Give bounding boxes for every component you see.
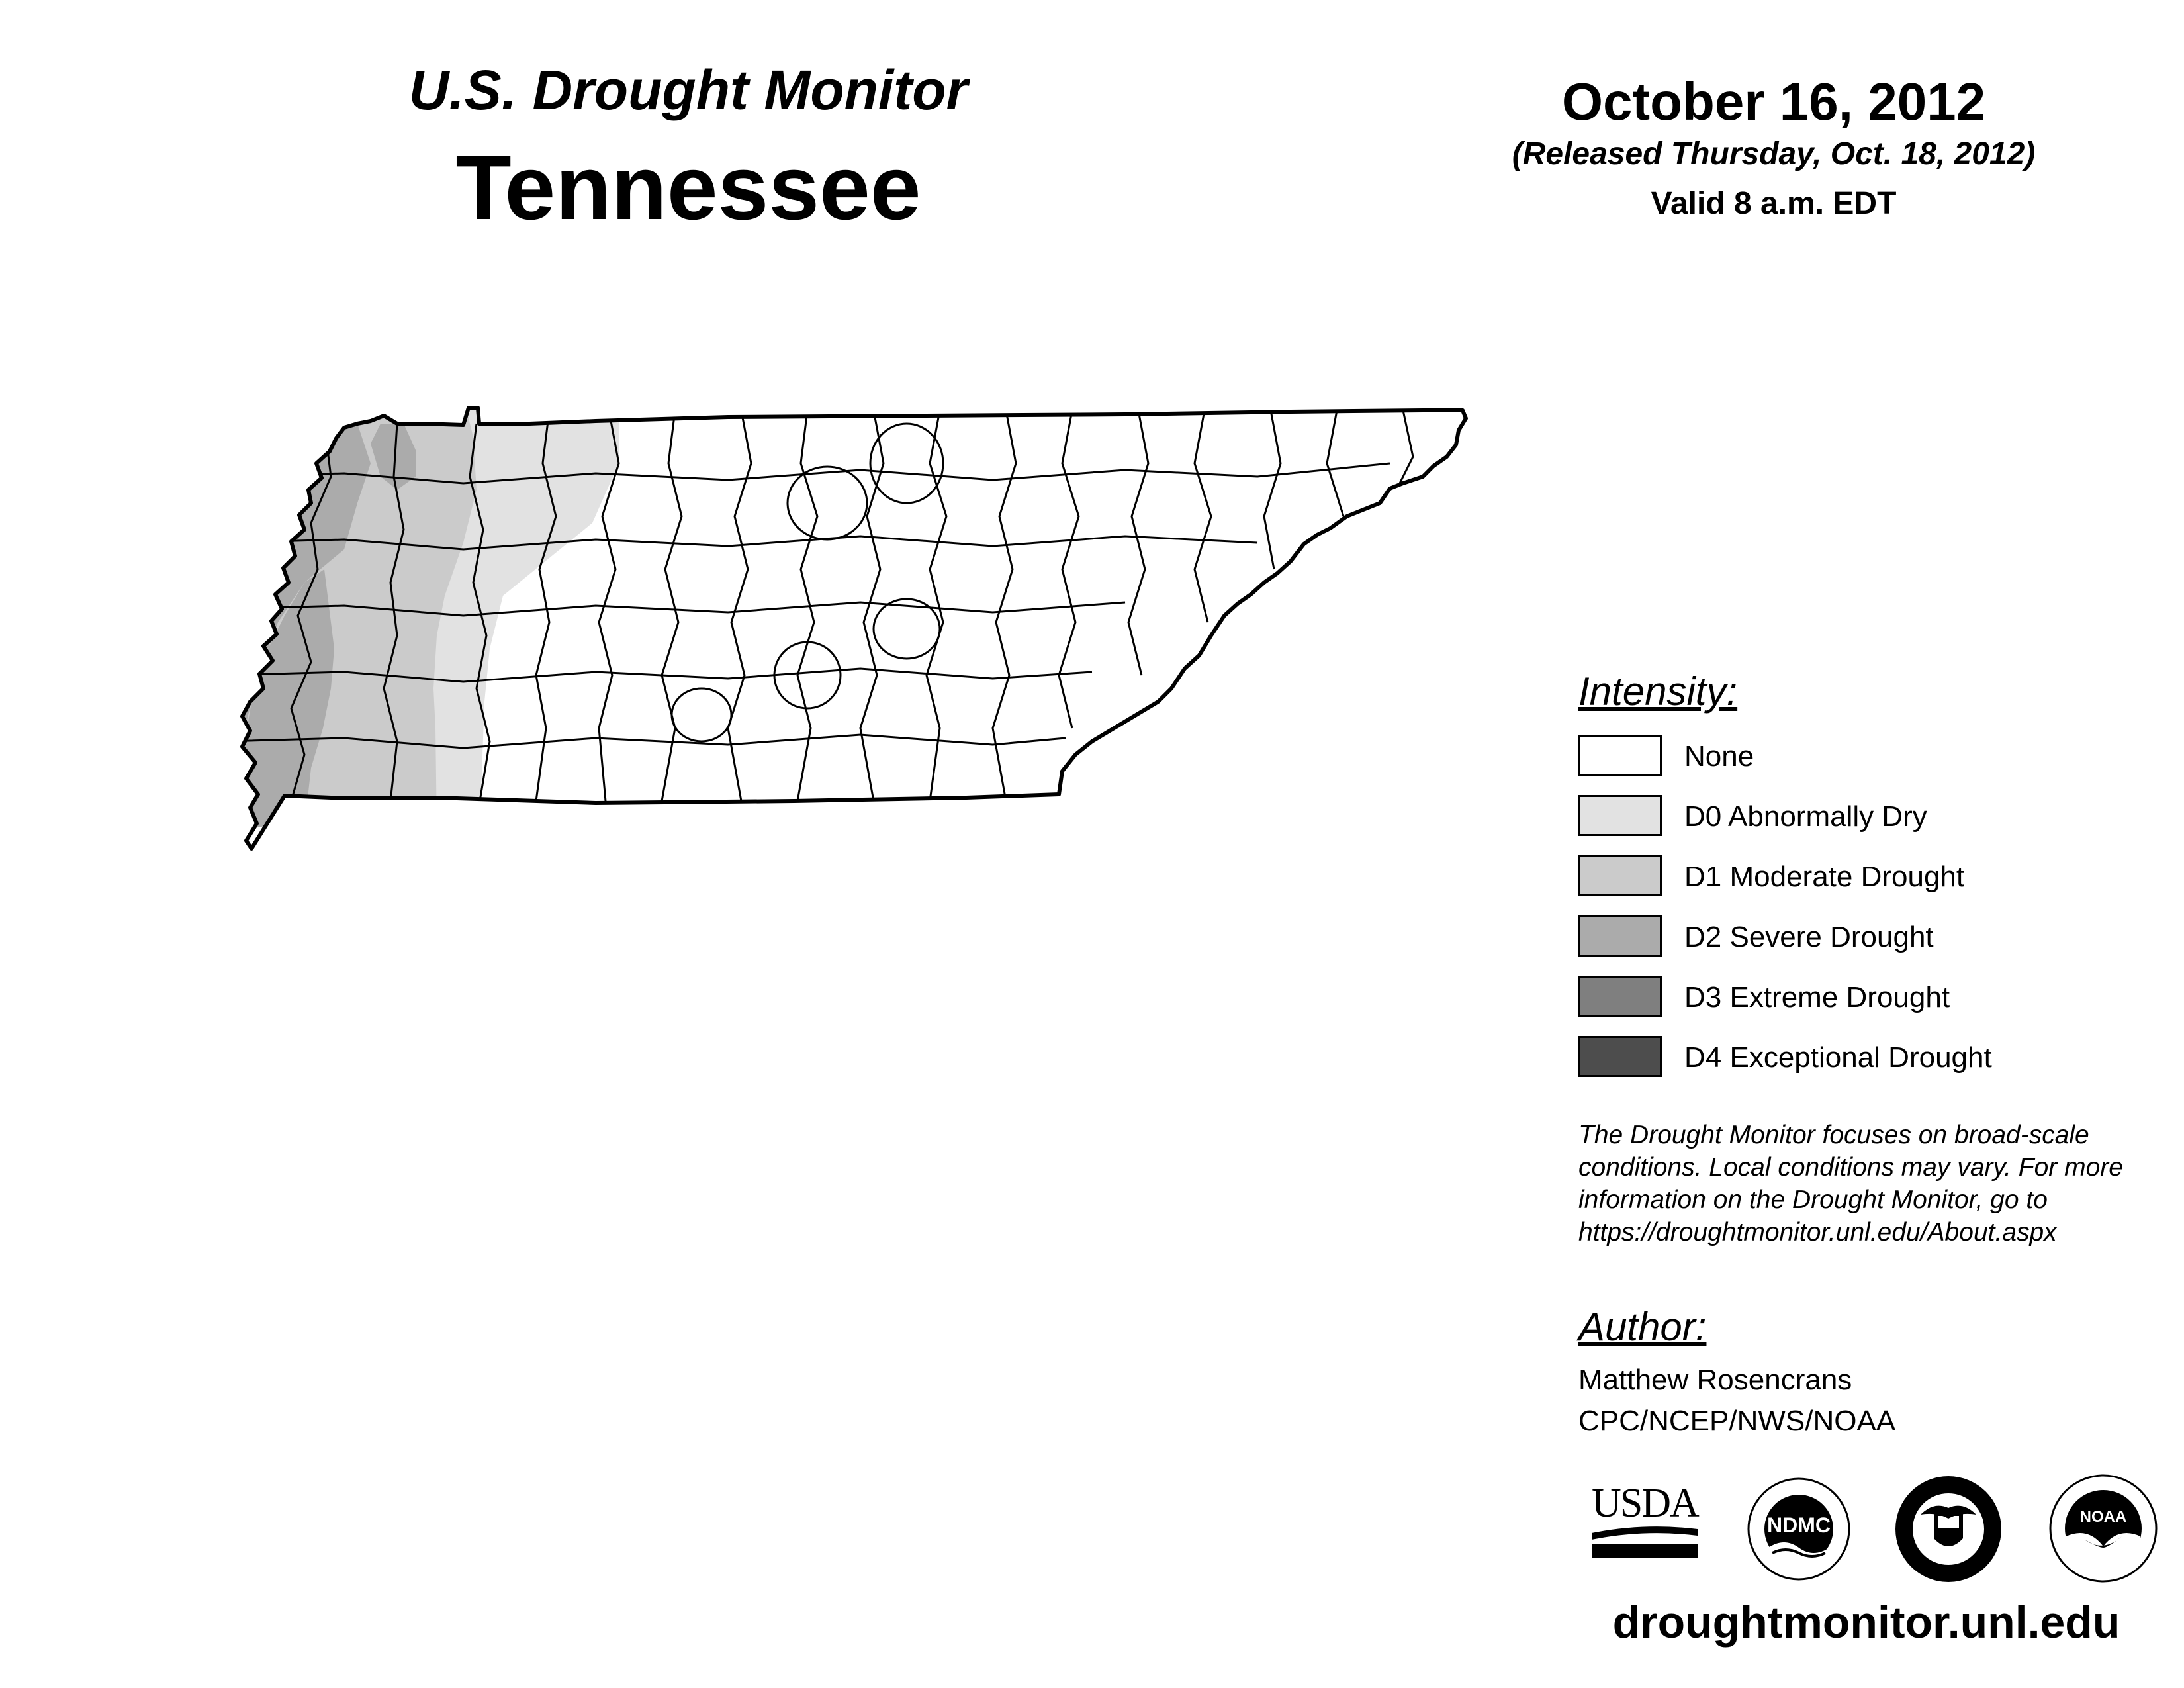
author-title: Author:: [1578, 1305, 1707, 1349]
ndmc-logo-text: NDMC: [1767, 1513, 1831, 1537]
legend-swatch: [1578, 735, 1662, 776]
commerce-seal-logo: [1894, 1475, 2003, 1583]
state-title: Tennessee: [455, 137, 921, 239]
usda-logo-text: USDA: [1592, 1481, 1698, 1526]
website-link[interactable]: droughtmonitor.unl.edu: [1612, 1597, 2120, 1648]
legend-label: D1 Moderate Drought: [1684, 861, 1965, 893]
disclaimer-text: The Drought Monitor focuses on broad-scale conditions. Local conditions may vary. For more information on the Drought Monitor, go to https://droughtmonitor.unl.edu/About.aspx: [1578, 1121, 2123, 1246]
noaa-logo: [2048, 1474, 2158, 1583]
legend-label: D2 Severe Drought: [1684, 921, 1934, 953]
tennessee-drought-map: [0, 0, 1496, 1192]
map-date: October 16, 2012: [1561, 72, 1986, 131]
legend-swatch: [1578, 915, 1662, 957]
author-org: CPC/NCEP/NWS/NOAA: [1578, 1405, 1896, 1437]
department-of-commerce-seal-icon: [1894, 1475, 2003, 1583]
ndmc-logo: [1746, 1476, 1852, 1582]
valid-time: Valid 8 a.m. EDT: [1651, 186, 1897, 221]
legend-swatch: [1578, 795, 1662, 836]
legend-label: D4 Exceptional Drought: [1684, 1041, 1992, 1074]
legend-title: Intensity:: [1578, 669, 1738, 714]
usda-stripes-icon: [1592, 1524, 1698, 1558]
noaa-seal-icon: [2048, 1474, 2158, 1583]
legend-swatch: [1578, 855, 1662, 896]
noaa-logo-text: NOAA: [2079, 1508, 2127, 1526]
release-date: (Released Thursday, Oct. 18, 2012): [1512, 136, 2036, 171]
legend-label: None: [1684, 740, 1754, 773]
legend-label: D0 Abnormally Dry: [1684, 800, 1927, 833]
product-title: U.S. Drought Monitor: [408, 59, 968, 121]
author-name: Matthew Rosencrans: [1578, 1364, 1852, 1396]
legend-swatch: [1578, 1036, 1662, 1077]
legend-swatch: [1578, 976, 1662, 1017]
usda-logo: [1592, 1483, 1704, 1562]
legend-label: D3 Extreme Drought: [1684, 981, 1950, 1013]
